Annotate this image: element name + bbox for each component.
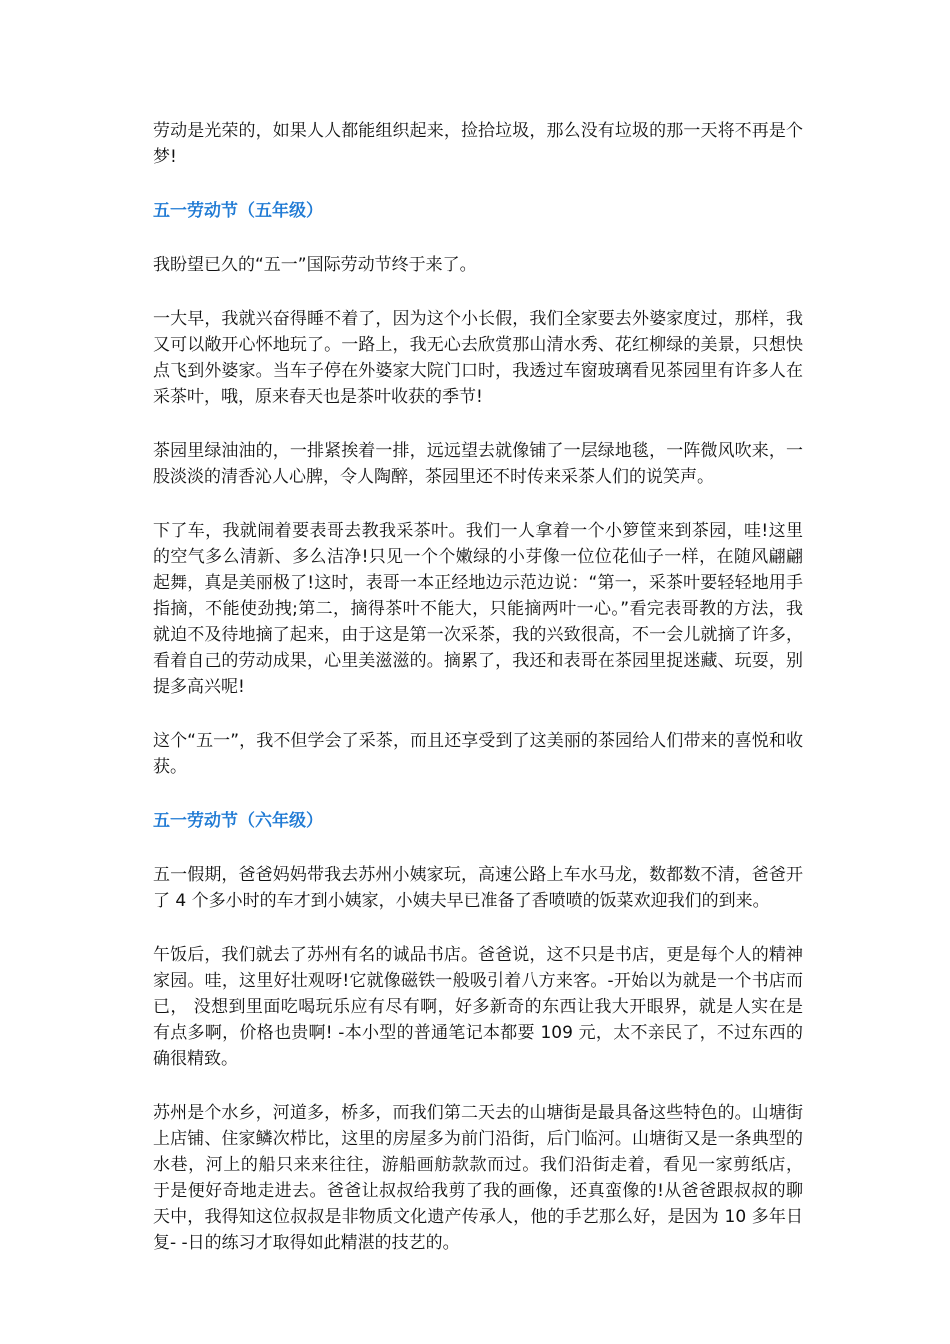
heading-grade-five: 五一劳动节（五年级）	[153, 201, 323, 221]
paragraph: 下了车，我就闹着要表哥去教我采茶叶。我们一人拿着一个小箩筐来到茶园，哇!这里的空气多么清新、多么洁净!只见一个个嫩绿的小芽像一位位花仙子一样，在随风翩翩起舞，真是美丽极了!这时，表哥一本正经地边示范边说：“第一，采茶叶要轻轻地用手指摘，不能使劲拽;第二，摘得茶叶不能大，只能摘两叶一心。”看完表哥教的方法，我就迫不及待地摘了起来，由于这是第一次采茶，我的兴致很高，不一会儿就摘了许多，看着自己的劳动成果，心里美滋滋的。摘累了，我还和表哥在茶园里捉迷藏、玩耍，别提多高兴呢!	[153, 521, 803, 697]
paragraph: 我盼望已久的“五一”国际劳动节终于来了。	[153, 255, 477, 275]
paragraph: 这个“五一”，我不但学会了采茶，而且还享受到了这美丽的茶园给人们带来的喜悦和收获。	[153, 731, 803, 777]
heading-grade-six: 五一劳动节（六年级）	[153, 811, 323, 831]
paragraph: 茶园里绿油油的，一排紧挨着一排，远远望去就像铺了一层绿地毯，一阵微风吹来，一股淡淡的清香沁人心脾，令人陶醉，茶园里还不时传来采茶人们的说笑声。	[153, 441, 803, 487]
paragraph: 苏州是个水乡，河道多，桥多，而我们第二天去的山塘街是最具备这些特色的。山塘街上店铺、住家鳞次栉比，这里的房屋多为前门沿街，后门临河。山塘街又是一条典型的水巷，河上的船只来来往往，游船画舫款款而过。我们沿街走着，看见一家剪纸店， 于是便好奇地走进去。爸爸让叔叔给我剪了我的画像，还真蛮像的!从爸爸跟叔叔的聊天中，我得知这位叔叔是非物质文化遗产传承人，他的手艺那么好，是因为 10 多年日复- -日的练习才取得如此精湛的技艺的。	[153, 1103, 803, 1253]
paragraph-intro-ending: 劳动是光荣的，如果人人都能组织起来，捡拾垃圾，那么没有垃圾的那一天将不再是个梦!	[153, 121, 803, 167]
paragraph: 五一假期，爸爸妈妈带我去苏州小姨家玩，高速公路上车水马龙，数都数不清，爸爸开了 4 个多小时的车才到小姨家，小姨夫早已准备了香喷喷的饭菜欢迎我们的到来。	[153, 865, 803, 911]
paragraph: 一大早，我就兴奋得睡不着了，因为这个小长假，我们全家要去外婆家度过，那样，我又可以敞开心怀地玩了。一路上，我无心去欣赏那山清水秀、花红柳绿的美景，只想快点飞到外婆家。当车子停在外婆家大院门口时，我透过车窗玻璃看见茶园里有许多人在采茶叶，哦，原来春天也是茶叶收获的季节!	[153, 309, 803, 407]
document-page	[153, 118, 803, 1284]
paragraph: 午饭后，我们就去了苏州有名的诚品书店。爸爸说，这不只是书店，更是每个人的精神家园。哇，这里好壮观呀!它就像磁铁一般吸引着八方来客。-开始以为就是一个书店而已， 没想到里面吃喝玩乐应有尽有啊，好多新奇的东西让我大开眼界，就是人实在是有点多啊，价格也贵啊! -本小型的普通笔记本都要 109 元，太不亲民了，不过东西的确很精致。	[153, 945, 803, 1069]
